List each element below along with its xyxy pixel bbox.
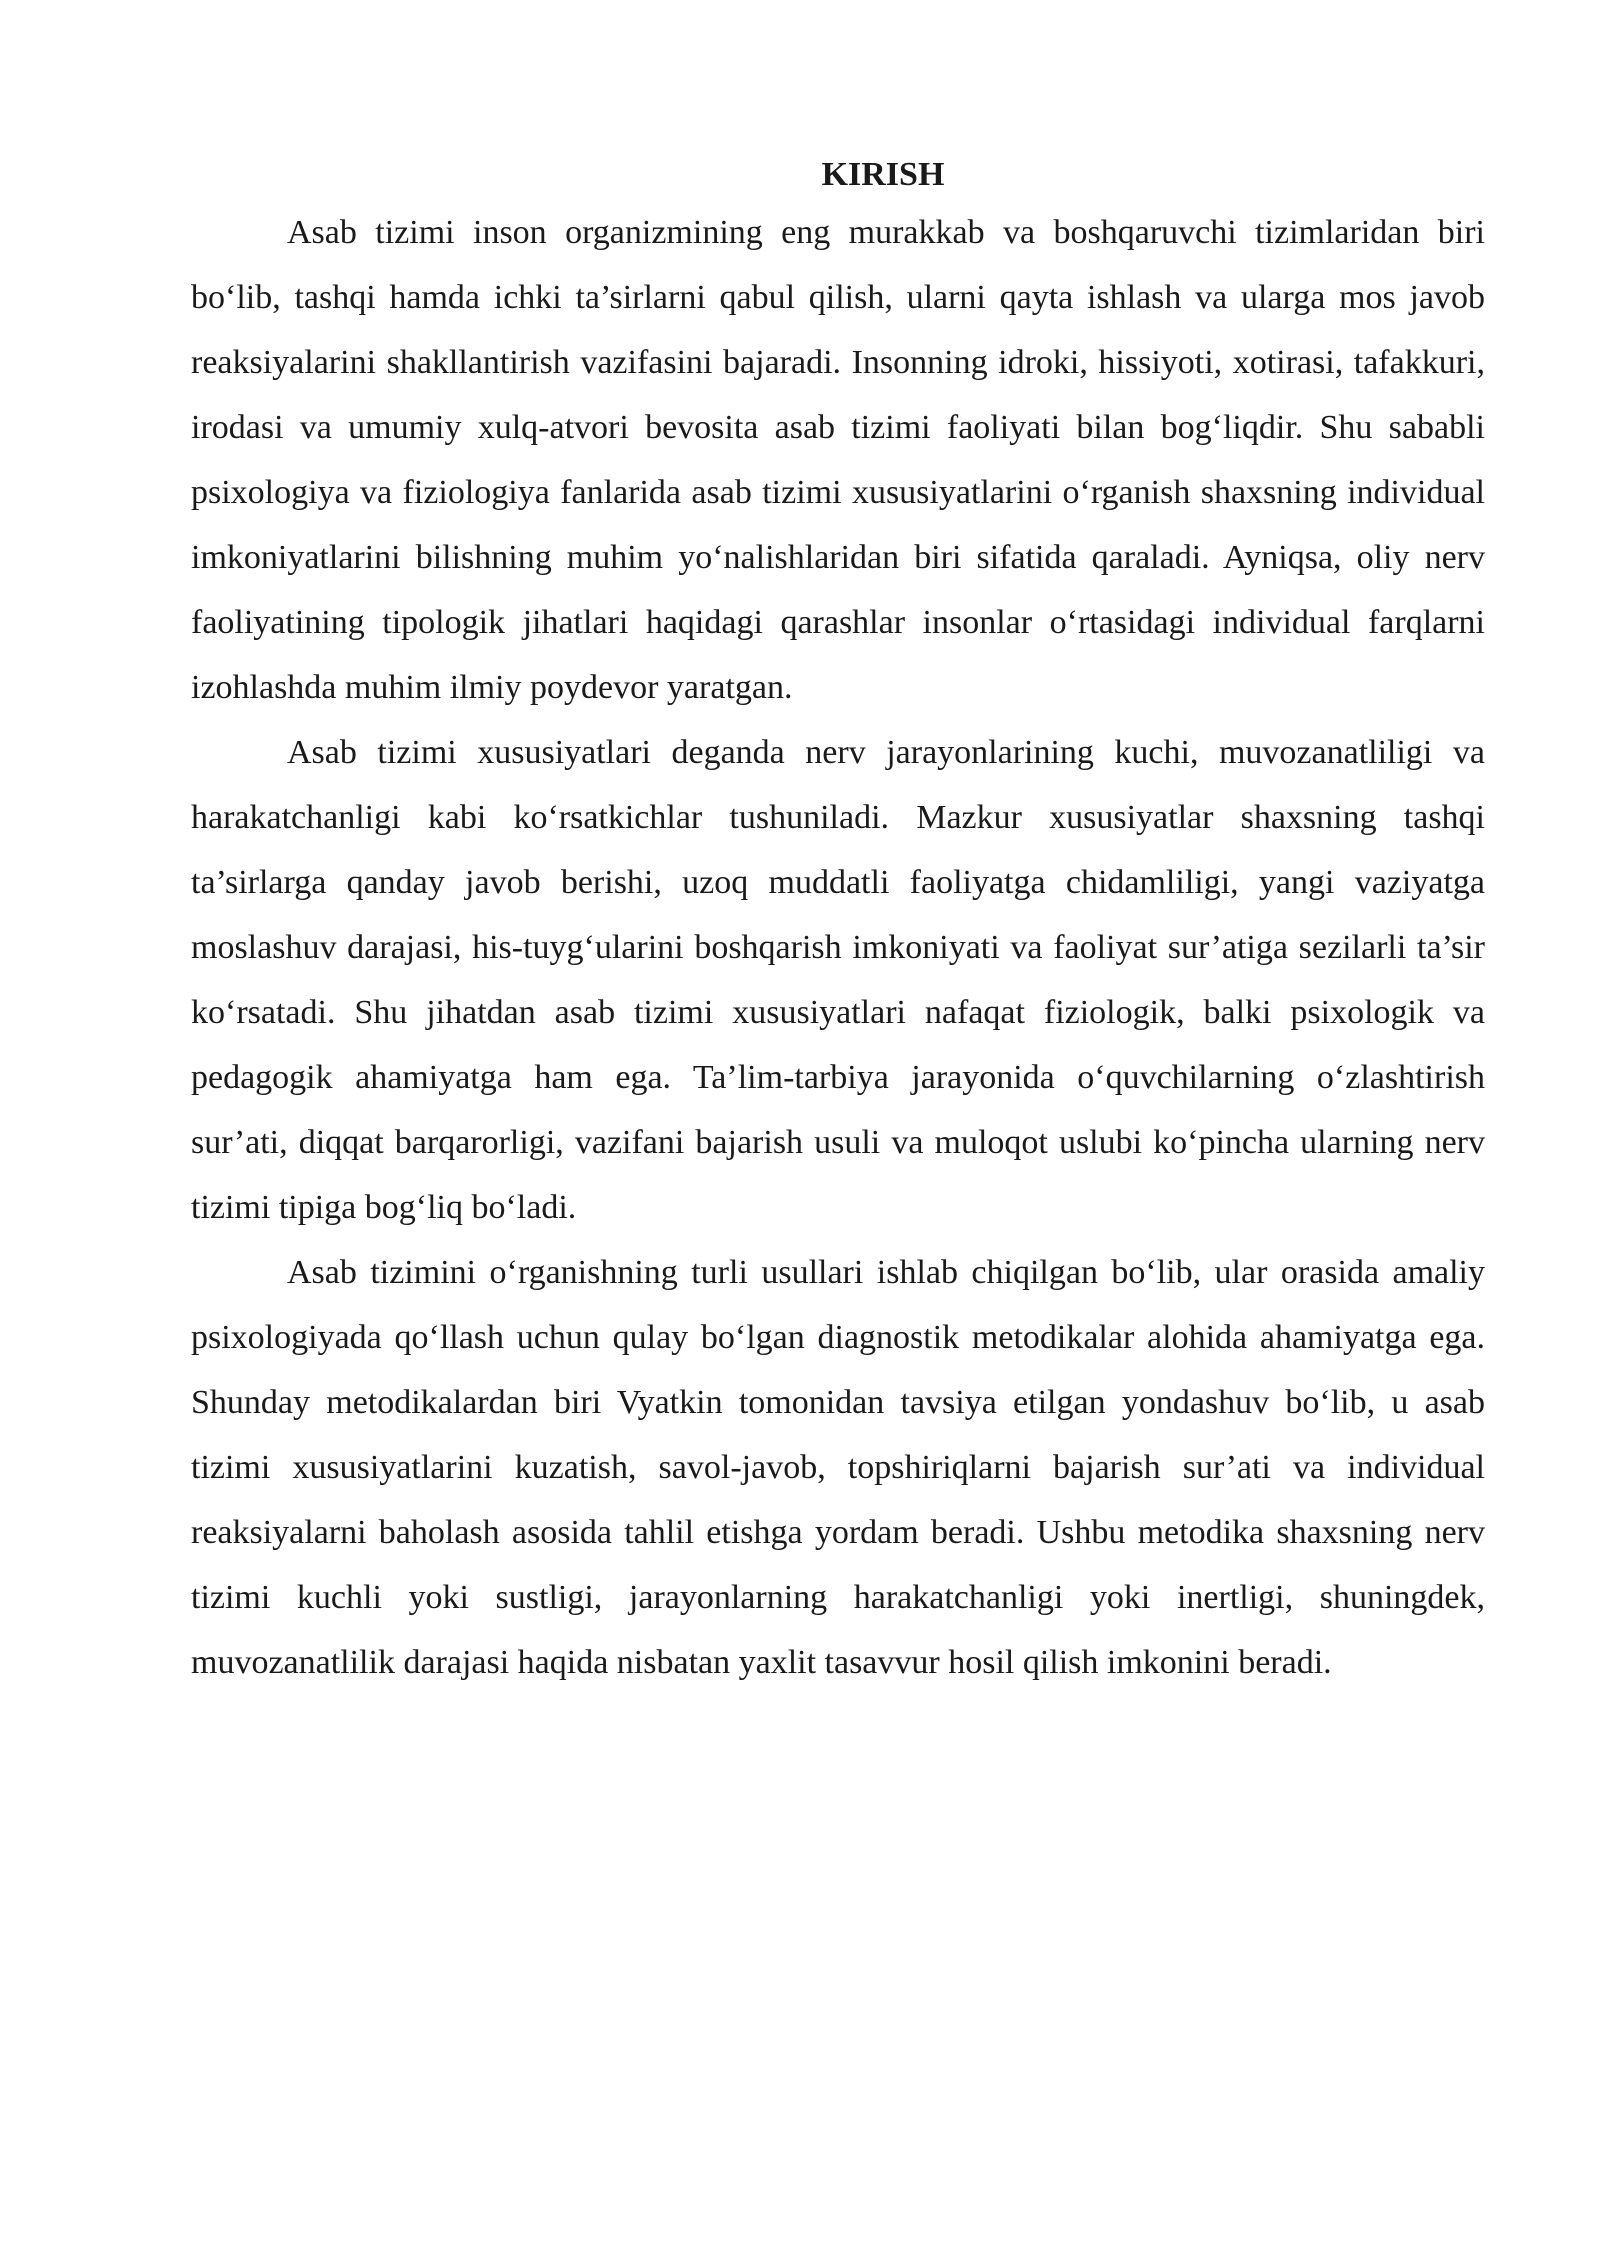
page-title: KIRISH [821, 156, 945, 193]
paragraph-3: Asab tizimini o‘rganishning turli usullari ishlab chiqilgan bo‘lib, ular orasida amaliy psixologiyada qo‘llash uchun qulay bo‘lgan diagnostik metodikalar alohida ahamiyatga ega. Shunday metodikalardan biri Vyatkin tomonidan tavsiya etilgan yondashuv bo‘lib, u asab tizimi xususiyatlarini kuzatish, savol-javob, topshiriqlarni bajarish sur’ati va individual reaksiyalarni baholash asosida tahlil etishga yordam beradi. Ushbu metodika shaxsning nerv tizimi kuchli yoki sustligi, jarayonlarning harakatchanligi yoki inertligi, shuningdek, muvozanatlilik darajasi haqida nisbatan yaxlit tasavvur hosil qilish imkonini beradi. [191, 1254, 1485, 1681]
paragraph-1: Asab tizimi inson organizmining eng murakkab va boshqaruvchi tizimlaridan biri bo‘lib, tashqi hamda ichki ta’sirlarni qabul qilish, ularni qayta ishlash va ularga mos javob reaksiyalarini shakllantirish vazifasini bajaradi. Insonning idroki, hissiyoti, xotirasi, tafakkuri, irodasi va umumiy xulq-atvori bevosita asab tizimi faoliyati bilan bog‘liqdir. Shu sababli psixologiya va fiziologiya fanlarida asab tizimi xususiyatlarini o‘rganish shaxsning individual imkoniyatlarini bilishning muhim yo‘nalishlaridan biri sifatida qaraladi. Ayniqsa, oliy nerv faoliyatining tipologik jihatlari haqidagi qarashlar insonlar o‘rtasidagi individual farqlarni izohlashda muhim ilmiy poydevor yaratgan. [191, 214, 1485, 706]
paragraph-2: Asab tizimi xususiyatlari deganda nerv jarayonlarining kuchi, muvozanatliligi va harakatchanligi kabi ko‘rsatkichlar tushuniladi. Mazkur xususiyatlar shaxsning tashqi ta’sirlarga qanday javob berishi, uzoq muddatli faoliyatga chidamliligi, yangi vaziyatga moslashuv darajasi, his-tuyg‘ularini boshqarish imkoniyati va faoliyat sur’atiga sezilarli ta’sir ko‘rsatadi. Shu jihatdan asab tizimi xususiyatlari nafaqat fiziologik, balki psixologik va pedagogik ahamiyatga ham ega. Ta’lim-tarbiya jarayonida o‘quvchilarning o‘zlashtirish sur’ati, diqqat barqarorligi, vazifani bajarish usuli va muloqot uslubi ko‘pincha ularning nerv tizimi tipiga bog‘liq bo‘ladi. [191, 734, 1485, 1226]
document-body [191, 150, 1485, 1695]
